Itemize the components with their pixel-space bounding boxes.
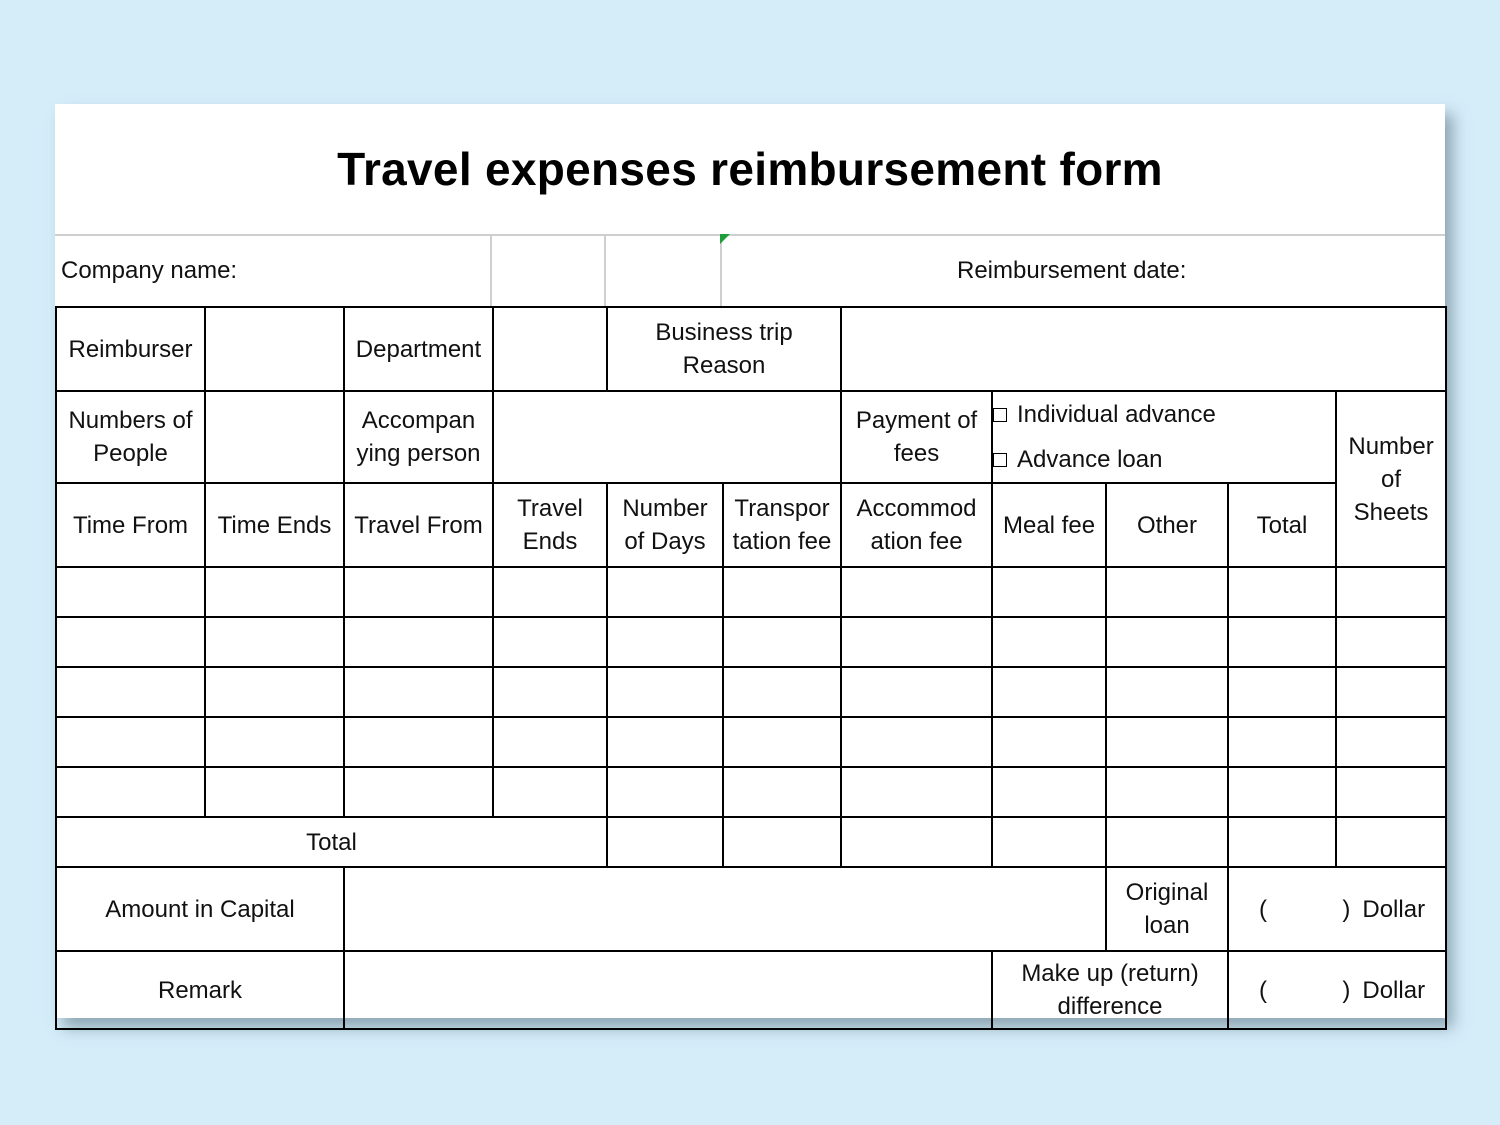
table-cell[interactable] <box>992 667 1106 717</box>
payment-of-fees-label <box>841 391 992 483</box>
table-cell[interactable] <box>1336 717 1446 767</box>
table-cell[interactable] <box>992 567 1106 617</box>
table-cell[interactable] <box>1336 667 1446 717</box>
label-line: Travel <box>517 495 583 522</box>
trip-reason-field[interactable] <box>841 307 1446 391</box>
table-cell[interactable] <box>1228 567 1336 617</box>
total-transportation-cell[interactable] <box>723 817 841 867</box>
label-line: Ends <box>522 528 578 555</box>
table-cell[interactable] <box>344 667 493 717</box>
capital-row <box>56 867 1446 951</box>
table-cell[interactable] <box>56 567 205 617</box>
trip-reason-label <box>607 307 841 391</box>
amount-suffix <box>1342 974 1425 1007</box>
table-cell[interactable] <box>1106 617 1228 667</box>
col-header-time-ends: Time Ends <box>205 483 344 567</box>
total-other-cell[interactable] <box>1106 817 1228 867</box>
grid-line <box>55 234 1445 236</box>
table-cell[interactable] <box>493 617 607 667</box>
table-cell[interactable] <box>723 717 841 767</box>
currency-label: Dollar <box>1362 895 1426 923</box>
table-cell[interactable] <box>723 767 841 817</box>
col-header-time-from: Time From <box>56 483 205 567</box>
reimburser-label: Reimburser <box>56 307 205 391</box>
table-cell[interactable] <box>205 667 344 717</box>
label-line: Accompan <box>361 407 476 434</box>
table-cell[interactable] <box>493 567 607 617</box>
reimburser-field[interactable] <box>205 307 344 391</box>
table-cell[interactable] <box>56 717 205 767</box>
label-line: Accommod <box>856 495 977 522</box>
table-cell[interactable] <box>205 717 344 767</box>
table-cell[interactable] <box>841 667 992 717</box>
table-cell[interactable] <box>344 567 493 617</box>
makeup-difference-dollar-field[interactable] <box>1228 951 1446 1029</box>
checkbox-icon[interactable] <box>993 408 1007 422</box>
makeup-difference-label <box>992 951 1228 1029</box>
table-cell[interactable] <box>493 717 607 767</box>
amount-suffix <box>1342 893 1425 926</box>
reimbursement-date-label: Reimbursement date: <box>957 257 1187 284</box>
option-label: Advance loan <box>1017 446 1163 473</box>
col-header-total: Total <box>1228 483 1336 567</box>
total-total-cell[interactable] <box>1228 817 1336 867</box>
table-cell[interactable] <box>493 767 607 817</box>
label-line: Transpor <box>734 495 830 522</box>
table-cell[interactable] <box>1228 617 1336 667</box>
grid-line <box>720 234 722 306</box>
table-cell[interactable] <box>56 667 205 717</box>
table-row <box>56 717 1446 767</box>
table-cell[interactable] <box>1336 567 1446 617</box>
table-row <box>56 767 1446 817</box>
open-paren: ( <box>1259 976 1268 1004</box>
option-individual-advance[interactable] <box>993 392 1335 437</box>
original-loan-dollar-field[interactable] <box>1228 867 1446 951</box>
amount-in-capital-label: Amount in Capital <box>56 867 344 951</box>
total-accommodation-cell[interactable] <box>841 817 992 867</box>
table-cell[interactable] <box>1228 667 1336 717</box>
label-line: ying person <box>356 440 481 467</box>
table-cell[interactable] <box>841 767 992 817</box>
table-row <box>56 567 1446 617</box>
table-cell[interactable] <box>205 567 344 617</box>
col-header-other: Other <box>1106 483 1228 567</box>
close-paren: ) <box>1342 976 1351 1004</box>
table-cell[interactable] <box>1228 717 1336 767</box>
form-sheet <box>55 104 1445 1018</box>
grid-line <box>604 234 606 306</box>
trip-reason-line: Business trip <box>655 319 793 346</box>
table-cell[interactable] <box>1106 667 1228 717</box>
label-line: of Days <box>624 528 706 555</box>
table-cell[interactable] <box>992 767 1106 817</box>
total-days-cell[interactable] <box>607 817 723 867</box>
col-header-travel-ends <box>493 483 607 567</box>
col-header-travel-from: Travel From <box>344 483 493 567</box>
department-label: Department <box>344 307 493 391</box>
label-line: Number <box>1348 432 1434 460</box>
table-cell[interactable] <box>344 717 493 767</box>
table-cell[interactable] <box>56 617 205 667</box>
table-cell[interactable] <box>1106 567 1228 617</box>
people-count-label <box>56 391 205 483</box>
label-line: People <box>93 440 168 467</box>
remark-row <box>56 951 1446 1029</box>
number-of-sheets-label <box>1336 391 1446 567</box>
checkbox-icon[interactable] <box>993 453 1007 467</box>
table-cell[interactable] <box>841 567 992 617</box>
department-field[interactable] <box>493 307 607 391</box>
label-line: fees <box>893 440 940 467</box>
table-cell[interactable] <box>205 767 344 817</box>
total-meal-cell[interactable] <box>992 817 1106 867</box>
total-sheets-cell[interactable] <box>1336 817 1446 867</box>
payment-options <box>992 391 1336 483</box>
label-line: loan <box>1144 912 1190 939</box>
table-row <box>56 617 1446 667</box>
company-name-label: Company name: <box>61 257 238 284</box>
table-cell[interactable] <box>1106 767 1228 817</box>
accompanying-person-field[interactable] <box>493 391 841 483</box>
expense-table <box>55 306 1447 1030</box>
table-cell[interactable] <box>1228 767 1336 817</box>
dollar-amount <box>1229 893 1445 926</box>
col-header-accommodation-fee <box>841 483 992 567</box>
table-cell[interactable] <box>205 617 344 667</box>
totals-label: Total <box>56 817 607 867</box>
trip-reason-line: Reason <box>682 352 766 379</box>
table-cell[interactable] <box>992 717 1106 767</box>
table-cell[interactable] <box>607 717 723 767</box>
label-line: Make up (return) <box>1021 960 1199 987</box>
label-line: Number <box>622 495 708 522</box>
label-line: Payment of <box>855 407 978 434</box>
table-cell[interactable] <box>841 717 992 767</box>
dollar-amount <box>1229 974 1445 1007</box>
open-paren: ( <box>1259 895 1268 923</box>
accompanying-person-label <box>344 391 493 483</box>
table-cell[interactable] <box>344 617 493 667</box>
label-line: Numbers of <box>68 407 193 434</box>
people-count-field[interactable] <box>205 391 344 483</box>
form-title: Travel expenses reimbursement form <box>337 143 1163 195</box>
table-cell[interactable] <box>841 617 992 667</box>
table-cell[interactable] <box>1336 617 1446 667</box>
cell-comment-marker <box>720 234 730 244</box>
table-cell[interactable] <box>1336 767 1446 817</box>
table-cell[interactable] <box>607 667 723 717</box>
table-cell[interactable] <box>723 567 841 617</box>
label-line: Original <box>1125 879 1209 906</box>
label-line: ation fee <box>870 528 963 555</box>
table-cell[interactable] <box>607 617 723 667</box>
table-cell[interactable] <box>723 617 841 667</box>
table-cell[interactable] <box>607 767 723 817</box>
totals-row <box>56 817 1446 867</box>
col-header-transportation-fee <box>723 483 841 567</box>
close-paren: ) <box>1342 895 1351 923</box>
label-line: tation fee <box>732 528 832 555</box>
table-cell[interactable] <box>344 767 493 817</box>
label-line: of <box>1381 465 1402 493</box>
remark-field[interactable] <box>344 951 992 1029</box>
table-cell[interactable] <box>723 667 841 717</box>
option-advance-loan[interactable] <box>993 437 1335 482</box>
label-line: Sheets <box>1353 498 1429 526</box>
remark-label: Remark <box>56 951 344 1029</box>
table-cell[interactable] <box>992 617 1106 667</box>
table-cell[interactable] <box>1106 717 1228 767</box>
table-row <box>56 667 1446 717</box>
col-header-meal-fee: Meal fee <box>992 483 1106 567</box>
label-line: difference <box>1057 993 1163 1020</box>
table-cell[interactable] <box>607 567 723 617</box>
currency-label: Dollar <box>1362 976 1426 1004</box>
grid-line <box>490 234 492 306</box>
option-label: Individual advance <box>1017 401 1216 428</box>
original-loan-label <box>1106 867 1228 951</box>
col-header-number-of-days <box>607 483 723 567</box>
amount-in-capital-field[interactable] <box>344 867 1106 951</box>
table-cell[interactable] <box>493 667 607 717</box>
table-cell[interactable] <box>56 767 205 817</box>
